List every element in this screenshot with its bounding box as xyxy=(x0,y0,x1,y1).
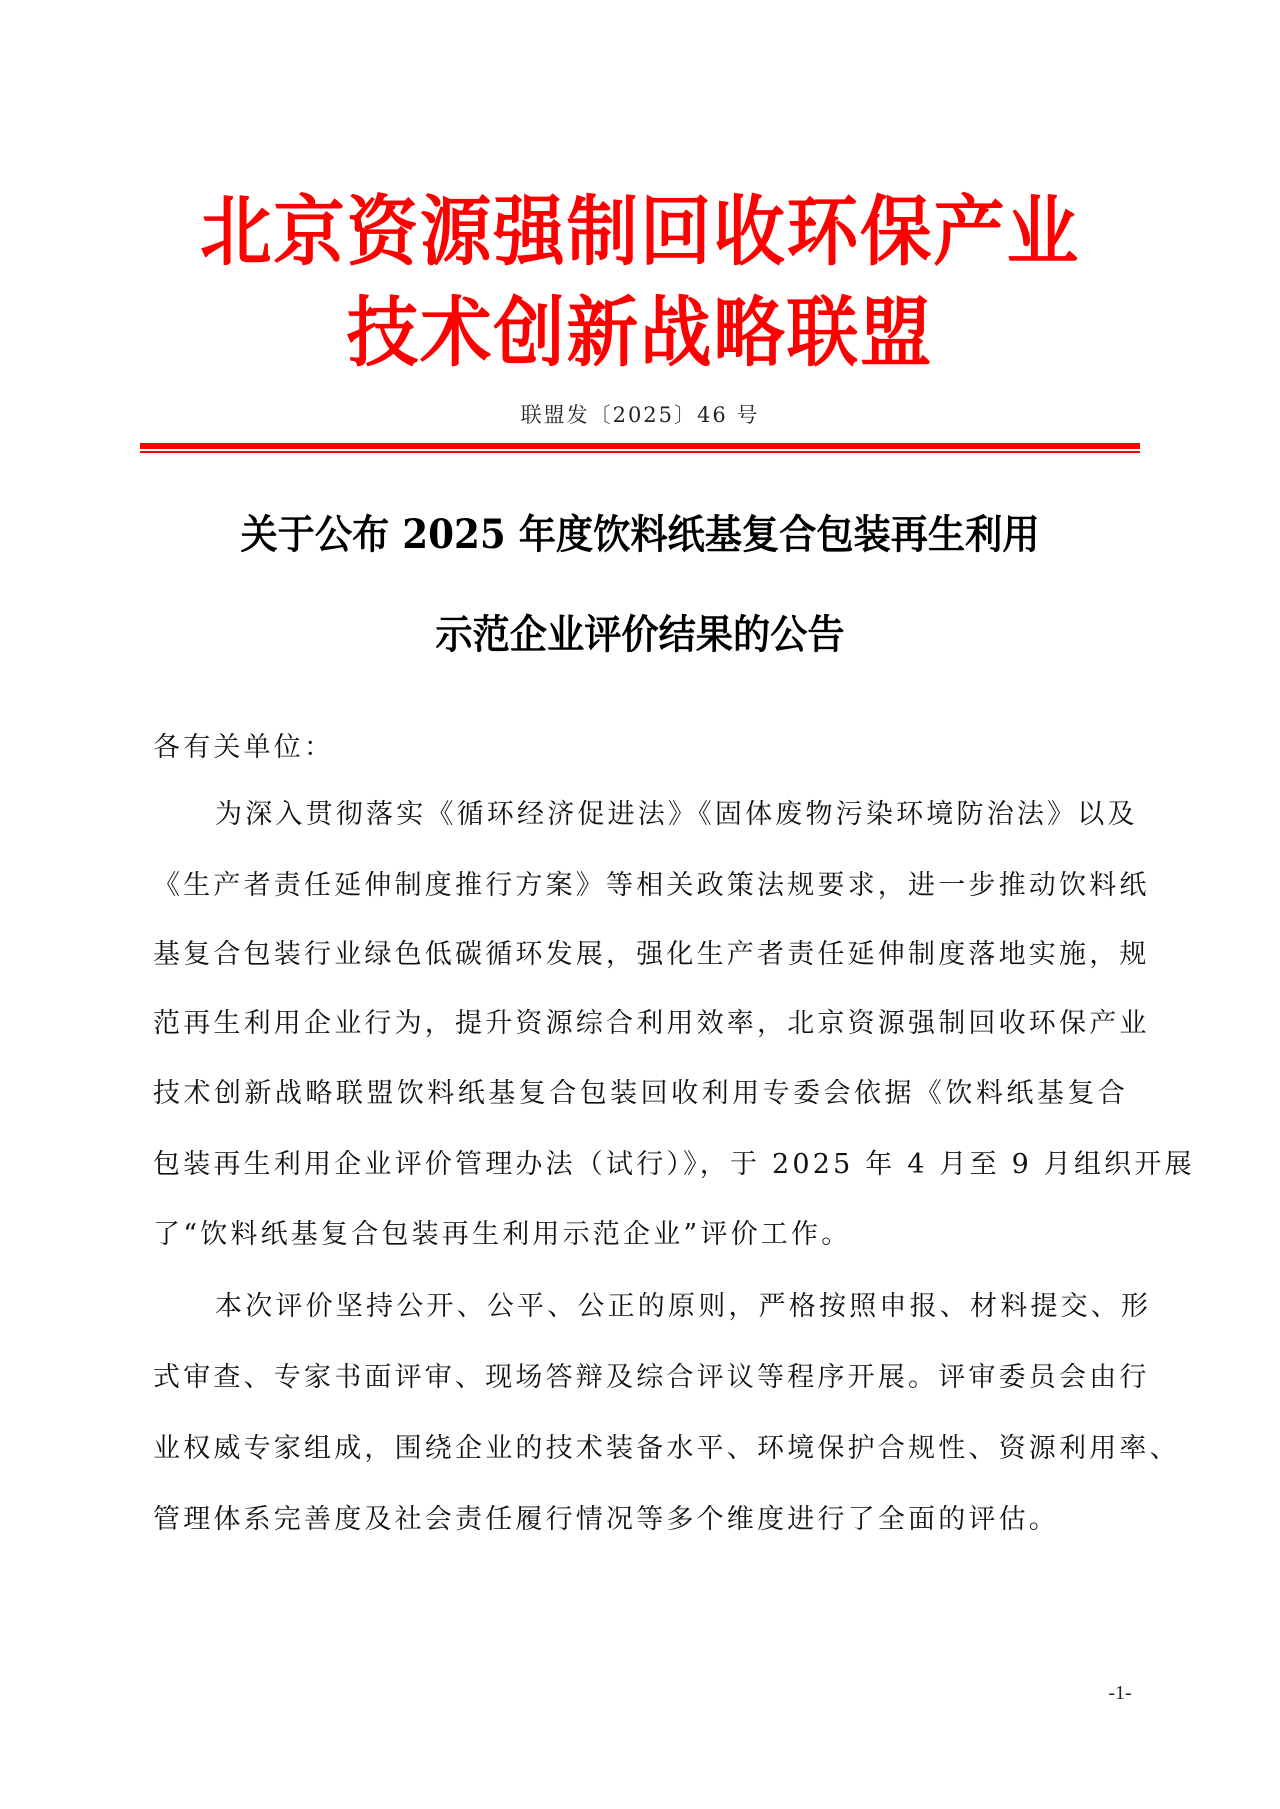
paragraph-line: 基复合包装行业绿色低碳循环发展，强化生产者责任延伸制度落地实施，规 xyxy=(153,939,1150,970)
paragraph-line: 业权威专家组成，围绕企业的技术装备水平、环境保护合规性、资源利用率、 xyxy=(153,1433,1180,1464)
paragraph-line: 技术创新战略联盟饮料纸基复合包装回收利用专委会依据《饮料纸基复合 xyxy=(153,1078,1128,1109)
document-number: 联盟发〔2025〕46 号 xyxy=(520,403,760,427)
paragraph-line: 《生产者责任延伸制度推行方案》等相关政策法规要求，进一步推动饮料纸 xyxy=(153,870,1150,901)
red-divider-thin xyxy=(140,451,1140,453)
page-number: -1- xyxy=(1108,1682,1132,1704)
red-divider-thick xyxy=(140,443,1140,449)
paragraph-line: 包装再生利用企业评价管理办法（试行）》，于 2025 年 4 月至 9 月组织开展 xyxy=(153,1149,1195,1180)
paragraph-line: 式审查、专家书面评审、现场答辩及综合评议等程序开展。评审委员会由行 xyxy=(153,1362,1150,1393)
paragraph-line: 本次评价坚持公开、公平、公正的原则，严格按照申报、材料提交、形 xyxy=(215,1291,1152,1322)
salutation: 各有关单位： xyxy=(153,732,335,763)
paragraph-line: 为深入贯彻落实《循环经济促进法》《固体废物污染环境防治法》以及 xyxy=(215,799,1138,830)
notice-title-line2: 示范企业评价结果的公告 xyxy=(435,611,845,658)
notice-title-line1: 关于公布 2025 年度饮料纸基复合包装再生利用 xyxy=(240,511,1040,558)
paragraph-line: 管理体系完善度及社会责任履行情况等多个维度进行了全面的评估。 xyxy=(153,1504,1059,1535)
org-name-line1: 北京资源强制回收环保产业 xyxy=(200,187,1080,276)
org-name-line2: 技术创新战略联盟 xyxy=(346,288,934,377)
paragraph-line: 范再生利用企业行为，提升资源综合利用效率，北京资源强制回收环保产业 xyxy=(153,1008,1150,1039)
paragraph-line: 了“饮料纸基复合包装再生利用示范企业”评价工作。 xyxy=(153,1219,852,1250)
